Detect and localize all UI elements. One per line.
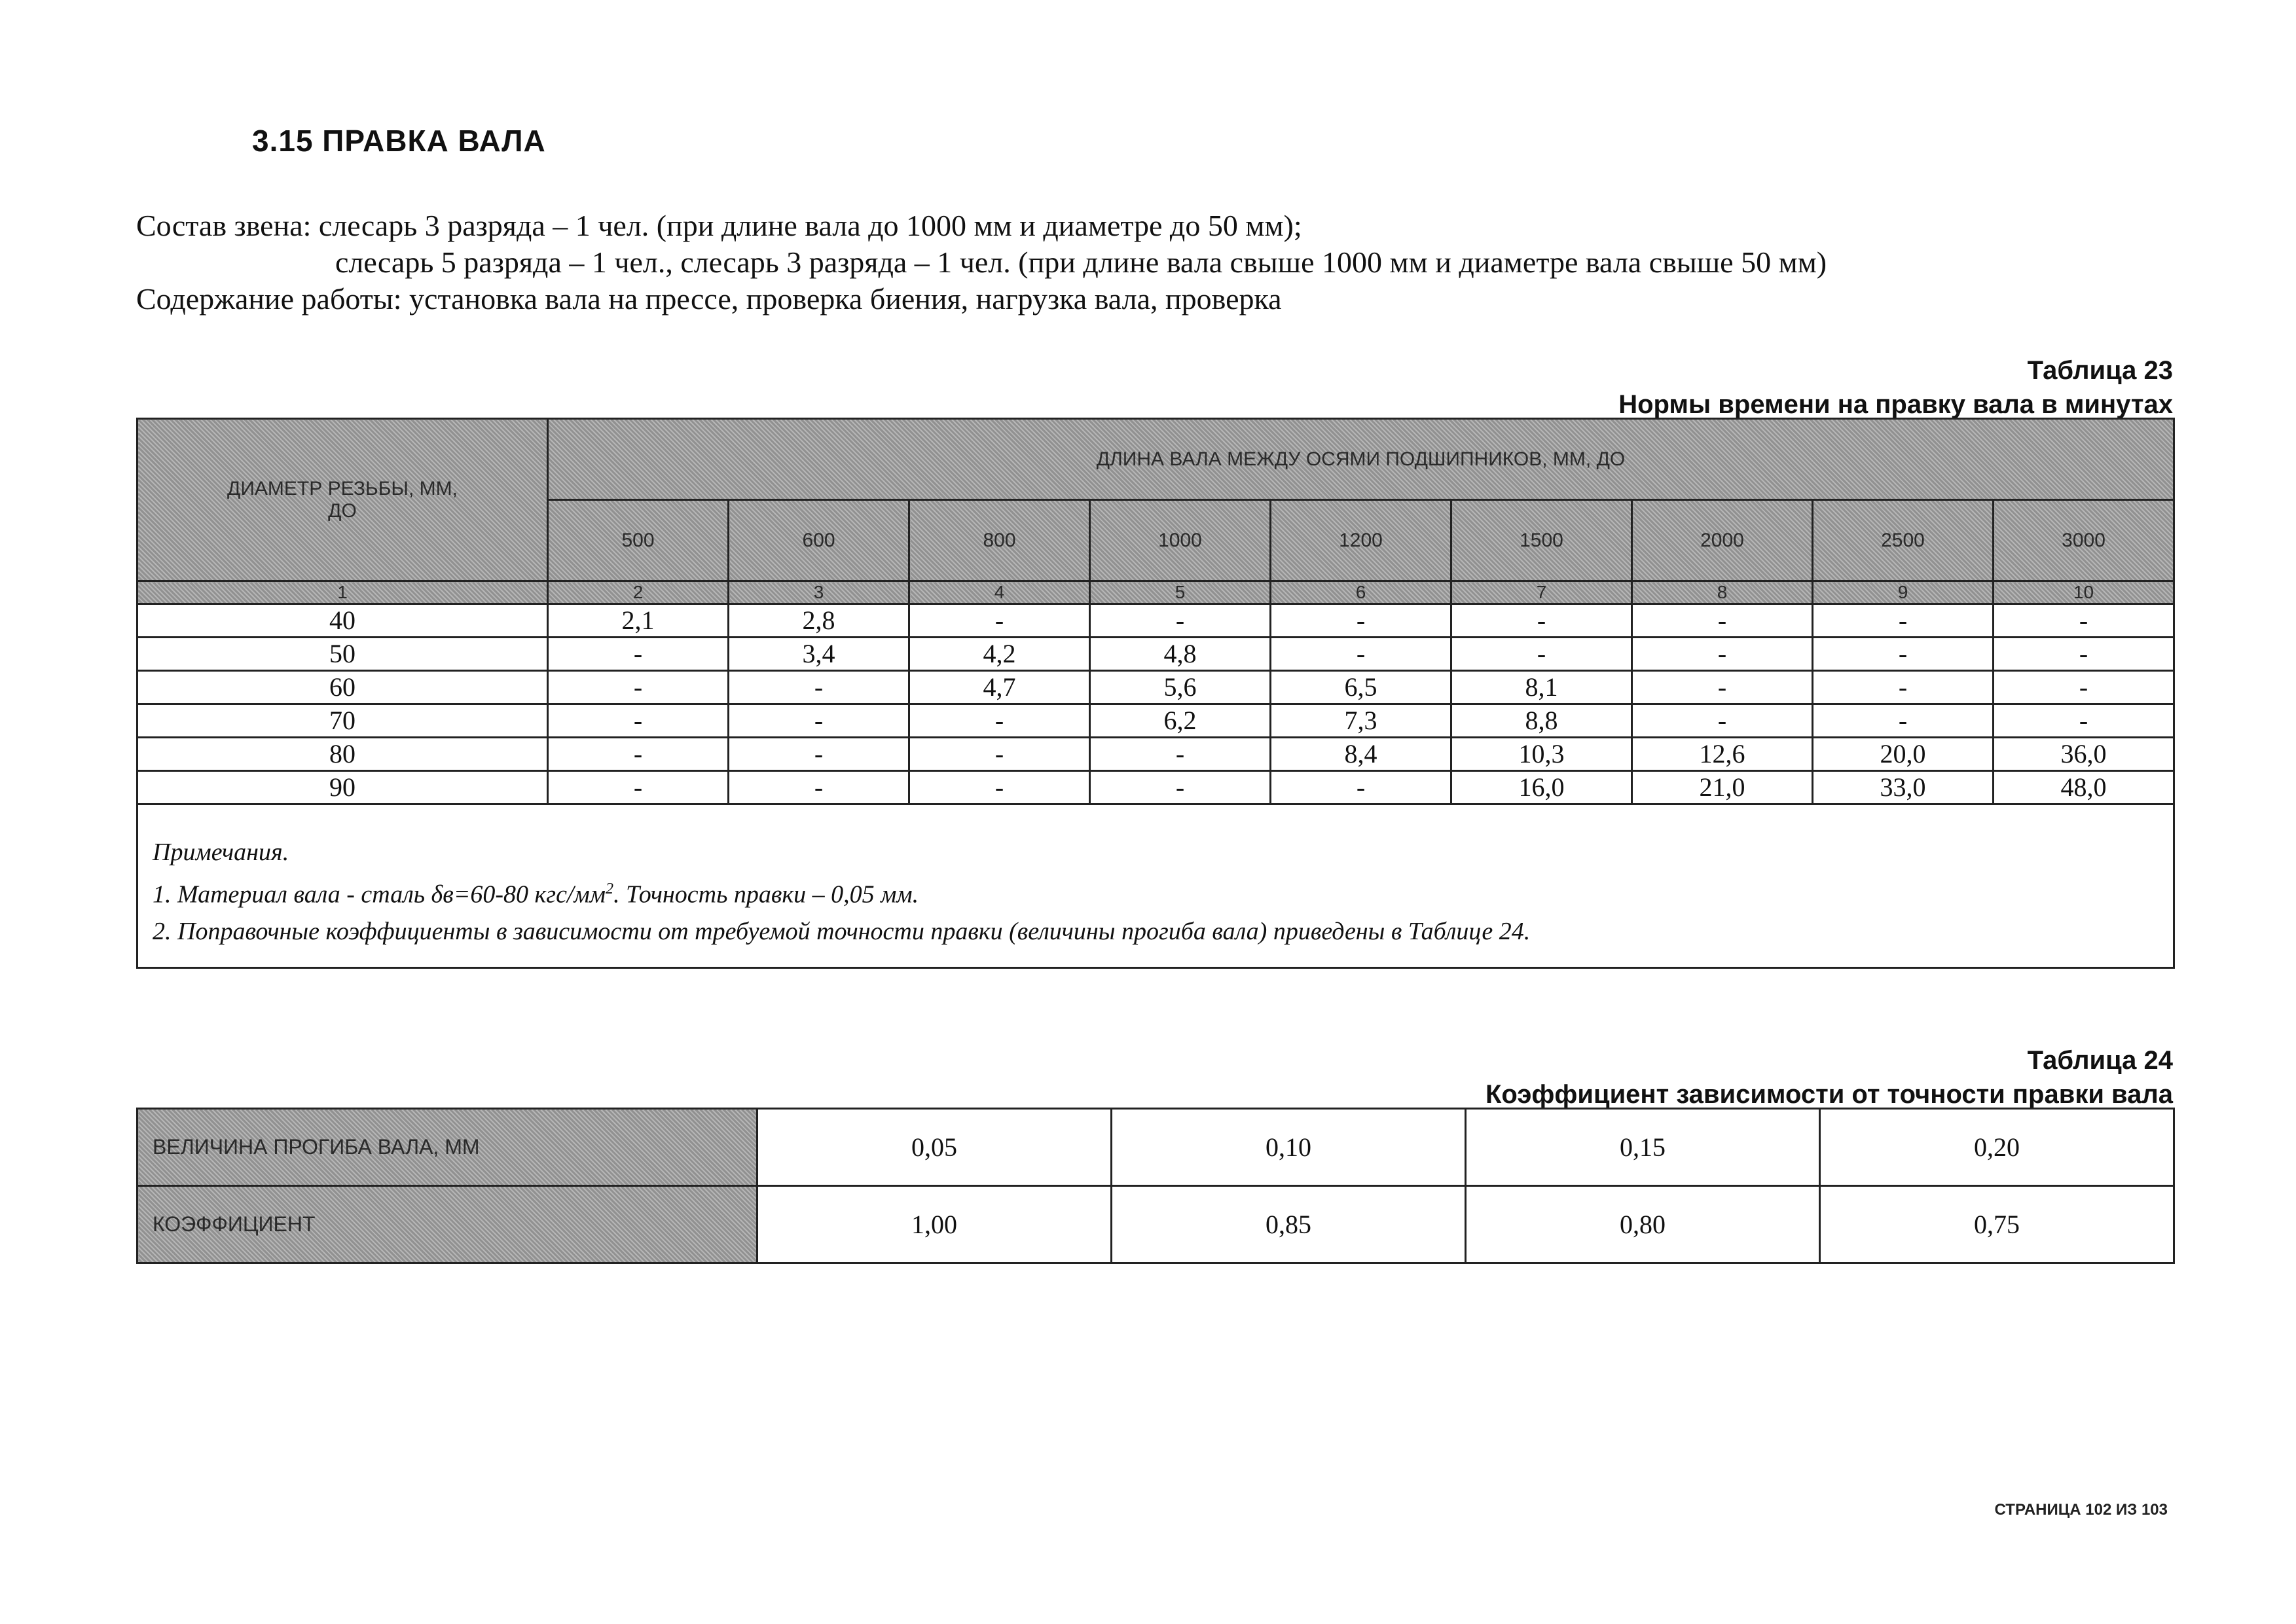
table-cell: 10,3	[1451, 738, 1632, 771]
column-number: 7	[1451, 581, 1632, 604]
table-cell: 4,8	[1090, 638, 1271, 671]
note-1: 1. Материал вала - сталь δв=60-80 кгс/$мм^2$. Точность правки – 0,05 мм.	[153, 880, 919, 909]
table-cell: 4,7	[909, 671, 1090, 704]
length-value: 500	[548, 500, 729, 581]
table-cell: -	[1994, 638, 2174, 671]
table-cell: -	[909, 704, 1090, 738]
length-value: 800	[909, 500, 1090, 581]
table-cell: 50	[137, 638, 548, 671]
table-cell: -	[1090, 771, 1271, 804]
table-cell: 7,3	[1271, 704, 1451, 738]
table-cell: -	[1271, 604, 1451, 638]
deflection-value: 0,10	[1112, 1109, 1466, 1186]
table-cell: 40	[137, 604, 548, 638]
length-value: 2500	[1813, 500, 1994, 581]
table-cell: -	[729, 738, 909, 771]
table-cell: 4,2	[909, 638, 1090, 671]
table-cell: -	[1813, 638, 1994, 671]
table-cell: 5,6	[1090, 671, 1271, 704]
deflection-row	[137, 1109, 2174, 1186]
table-cell: 8,1	[1451, 671, 1632, 704]
table-cell: 3,4	[729, 638, 909, 671]
table-cell: 2,1	[548, 604, 729, 638]
length-value: 1200	[1271, 500, 1451, 581]
table24-number: Таблица 24	[2027, 1046, 2173, 1075]
table-cell: -	[1994, 671, 2174, 704]
table-cell: 36,0	[1994, 738, 2174, 771]
deflection-value: 0,15	[1466, 1109, 1820, 1186]
table-cell: 12,6	[1632, 738, 1813, 771]
length-value: 1000	[1090, 500, 1271, 581]
table-cell: -	[548, 638, 729, 671]
table-cell: -	[1271, 771, 1451, 804]
column-number-row	[137, 581, 2174, 604]
length-value: 600	[729, 500, 909, 581]
length-value: 3000	[1994, 500, 2174, 581]
table-cell: -	[1632, 604, 1813, 638]
table-cell: -	[1090, 604, 1271, 638]
table-cell: -	[1994, 604, 2174, 638]
page-number: СТРАНИЦА 102 ИЗ 103	[1994, 1501, 2168, 1519]
section-title: 3.15 ПРАВКА ВАЛА	[252, 124, 546, 158]
length-header: ДЛИНА ВАЛА МЕЖДУ ОСЯМИ ПОДШИПНИКОВ, ММ, ДО	[548, 419, 2174, 500]
coefficient-label: КОЭФФИЦИЕНТ	[137, 1186, 757, 1263]
table-cell: -	[729, 771, 909, 804]
table24	[136, 1108, 2175, 1264]
table-cell: 80	[137, 738, 548, 771]
crew-line-1: Состав звена: слесарь 3 разряда – 1 чел. (при длине вала до 1000 мм и диаметре до 50 мм);	[136, 209, 1302, 242]
table-cell: -	[1813, 604, 1994, 638]
table-cell: -	[1271, 638, 1451, 671]
table-cell: -	[548, 771, 729, 804]
table-cell: -	[548, 704, 729, 738]
column-number: 10	[1994, 581, 2174, 604]
table-cell: 8,8	[1451, 704, 1632, 738]
table24-caption	[1485, 1043, 2173, 1111]
table-cell: 33,0	[1813, 771, 1994, 804]
deflection-label: ВЕЛИЧИНА ПРОГИБА ВАЛА, ММ	[137, 1109, 757, 1186]
length-value: 2000	[1632, 500, 1813, 581]
crew-line-2: слесарь 5 разряда – 1 чел., слесарь 3 разряда – 1 чел. (при длине вала свыше 1000 мм и диаметре вала свыше 50 мм)	[335, 245, 1827, 279]
column-number: 8	[1632, 581, 1813, 604]
table-cell: 90	[137, 771, 548, 804]
coefficient-value: 0,80	[1466, 1186, 1820, 1263]
table-cell: -	[1632, 671, 1813, 704]
column-number: 6	[1271, 581, 1451, 604]
table-cell: -	[1090, 738, 1271, 771]
diameter-header: ДИАМЕТР РЕЗЬБЫ, ММ, ДО	[137, 419, 548, 581]
column-number: 4	[909, 581, 1090, 604]
length-value: 1500	[1451, 500, 1632, 581]
table-cell: 60	[137, 671, 548, 704]
table23-notes	[137, 804, 2174, 968]
table-cell: 2,8	[729, 604, 909, 638]
deflection-value: 0,05	[757, 1109, 1112, 1186]
table23-number: Таблица 23	[2027, 356, 2173, 385]
table-row	[137, 738, 2174, 771]
table-cell: 16,0	[1451, 771, 1632, 804]
table23-caption	[1618, 353, 2173, 422]
column-number: 5	[1090, 581, 1271, 604]
table-cell: -	[729, 671, 909, 704]
table-row	[137, 671, 2174, 704]
column-number: 1	[137, 581, 548, 604]
table-cell: -	[1813, 671, 1994, 704]
table-cell: 6,5	[1271, 671, 1451, 704]
table-cell: 48,0	[1994, 771, 2174, 804]
coefficient-row	[137, 1186, 2174, 1263]
table-cell: 8,4	[1271, 738, 1451, 771]
table-cell: 21,0	[1632, 771, 1813, 804]
table-cell: -	[729, 704, 909, 738]
table-row	[137, 704, 2174, 738]
column-number: 9	[1813, 581, 1994, 604]
table-cell: -	[1451, 638, 1632, 671]
table-cell: -	[1813, 704, 1994, 738]
table-cell: -	[1632, 638, 1813, 671]
coefficient-value: 0,75	[1820, 1186, 2174, 1263]
note-2: 2. Поправочные коэффициенты в зависимости от требуемой точности правки (величины прогиба вала) приведены в Таблице 24.	[153, 917, 1531, 945]
table-row	[137, 638, 2174, 671]
table24-title: Коэффициент зависимости от точности правки вала	[1485, 1080, 2173, 1109]
work-content: Содержание работы: установка вала на прессе, проверка биения, нагрузка вала, проверка	[136, 282, 1282, 316]
coefficient-value: 1,00	[757, 1186, 1112, 1263]
table-cell: -	[1632, 704, 1813, 738]
table-row	[137, 604, 2174, 638]
table-cell: 20,0	[1813, 738, 1994, 771]
table-cell: -	[1994, 704, 2174, 738]
column-number: 3	[729, 581, 909, 604]
table-cell: -	[909, 738, 1090, 771]
notes-heading: Примечания.	[153, 839, 289, 866]
table-cell: -	[548, 738, 729, 771]
table-cell: -	[1451, 604, 1632, 638]
table23-title: Нормы времени на правку вала в минутах	[1618, 390, 2173, 419]
table-cell: -	[548, 671, 729, 704]
table-cell: -	[909, 771, 1090, 804]
table-cell: -	[909, 604, 1090, 638]
table-cell: 6,2	[1090, 704, 1271, 738]
table23	[136, 418, 2175, 969]
column-number: 2	[548, 581, 729, 604]
deflection-value: 0,20	[1820, 1109, 2174, 1186]
table-row	[137, 771, 2174, 804]
table-cell: 70	[137, 704, 548, 738]
coefficient-value: 0,85	[1112, 1186, 1466, 1263]
